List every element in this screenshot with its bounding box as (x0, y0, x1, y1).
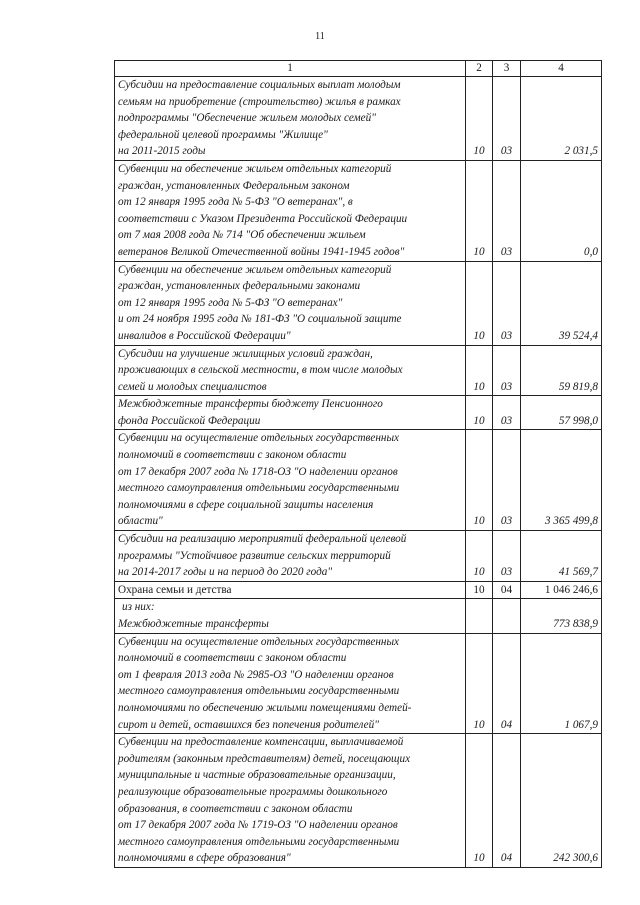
description-line: от 7 мая 2008 года № 714 "Об обеспечении жильем (118, 229, 366, 242)
description-line: Субвенции на осуществление отдельных государственных (118, 432, 400, 445)
description-line: полномочий в соответствии с законом области (118, 652, 347, 665)
description-line: граждан, установленных Федеральным законом (118, 179, 350, 192)
table-row (115, 430, 602, 531)
description-line: Субсидии на улучшение жилищных условий граждан, (118, 347, 373, 360)
description-line: полномочиями в сфере социальной защиты населения (118, 498, 374, 511)
description-line: муниципальные и частные образовательные организации, (118, 769, 396, 782)
header-col-2: 2 (466, 61, 493, 77)
description-line: полномочиями в сфере образования" (118, 852, 291, 865)
table-row (115, 531, 602, 582)
row-section-code: 10 (466, 77, 493, 161)
description-line: области" (118, 515, 163, 528)
description-line: полномочиями по обеспечению жилыми помещениями детей- (118, 701, 412, 714)
table-row (115, 396, 602, 430)
row-description (115, 77, 466, 161)
description-line: подпрограммы "Обеспечение жильем молодых семей" (118, 112, 376, 125)
description-line: полномочий в соответствии с законом области (118, 449, 347, 462)
header-col-4: 4 (521, 61, 602, 77)
description-line: фонда Российской Федерации (118, 414, 261, 427)
row-subsection-code: 03 (493, 396, 521, 430)
description-line: от 12 января 1995 года № 5-ФЗ "О ветеранах" (118, 296, 343, 309)
row-subsection-code (493, 599, 521, 633)
budget-table (114, 60, 602, 868)
row-section-code: 10 (466, 160, 493, 261)
description-line: сирот и детей, оставшихся без попечения родителей" (118, 718, 379, 731)
description-line: граждан, установленных федеральными законами (118, 280, 361, 293)
table-row (115, 581, 602, 599)
row-description (115, 599, 466, 633)
row-subsection-code: 04 (493, 581, 521, 599)
table-row (115, 261, 602, 345)
description-line: от 12 января 1995 года № 5-ФЗ "О ветеранах", в (118, 196, 353, 209)
row-subsection-code: 03 (493, 430, 521, 531)
description-line: местного самоуправления отдельными государственными (118, 482, 400, 495)
row-subsection-code: 04 (493, 734, 521, 868)
table-row (115, 345, 602, 396)
description-line: Межбюджетные трансферты бюджету Пенсионного (118, 398, 383, 411)
row-description (115, 734, 466, 868)
description-line: Субвенции на предоставление компенсации, выплачиваемой (118, 736, 404, 749)
row-subsection-code: 03 (493, 160, 521, 261)
description-line: инвалидов в Российской Федерации" (118, 329, 291, 342)
description-line: и от 24 ноября 1995 года № 181-ФЗ "О социальной защите (118, 313, 402, 326)
table-row (115, 160, 602, 261)
row-amount: 57 998,0 (521, 396, 602, 430)
description-line: семьям на приобретение (строительство) жилья в рамках (118, 95, 401, 108)
row-description (115, 345, 466, 396)
description-line: Субсидии на предоставление социальных выплат молодым (118, 79, 401, 91)
row-amount: 773 838,9 (521, 599, 602, 633)
row-amount: 242 300,6 (521, 734, 602, 868)
row-amount: 1 046 246,6 (521, 581, 602, 599)
row-amount: 59 819,8 (521, 345, 602, 396)
row-amount: 2 031,5 (521, 77, 602, 161)
description-line: проживающих в сельской местности, в том числе молодых (118, 364, 403, 377)
description-line: из них: (122, 601, 155, 614)
description-line: Субвенции на обеспечение жильем отдельных категорий (118, 162, 392, 175)
row-description (115, 430, 466, 531)
table-row (115, 734, 602, 868)
description-line: Субвенции на обеспечение жильем отдельных категорий (118, 263, 392, 276)
page-number: 11 (315, 31, 325, 42)
row-subsection-code: 04 (493, 633, 521, 734)
table-body (115, 77, 602, 868)
description-line: Субсидии на реализацию мероприятий федеральной целевой (118, 533, 407, 546)
row-section-code: 10 (466, 734, 493, 868)
description-line: соответствии с Указом Президента Российской Федерации (118, 212, 408, 225)
description-line: семей и молодых специалистов (118, 380, 267, 393)
description-line: на 2014-2017 годы и на период до 2020 года" (118, 566, 333, 579)
description-line: от 1 февраля 2013 года № 2985-ОЗ "О наделении органов (118, 668, 394, 681)
row-section-code: 10 (466, 430, 493, 531)
description-line: Межбюджетные трансферты (118, 618, 269, 630)
description-line: программы "Устойчивое развитие сельских территорий (118, 549, 391, 562)
description-line: реализующие образовательные программы дошкольного (118, 785, 388, 798)
description-line: ветеранов Великой Отечественной войны 1941-1945 годов" (118, 245, 405, 258)
description-line: федеральной целевой программы "Жилище" (118, 128, 328, 141)
description-line: местного самоуправления отдельными государственными (118, 835, 400, 848)
row-description (115, 396, 466, 430)
description-line: от 17 декабря 2007 года № 1719-ОЗ "О наделении органов (118, 819, 398, 832)
description-line: родителям (законным представителям) детей, посещающих (118, 752, 411, 765)
row-description (115, 633, 466, 734)
row-amount: 1 067,9 (521, 633, 602, 734)
row-amount: 39 524,4 (521, 261, 602, 345)
description-line: Субвенции на осуществление отдельных государственных (118, 635, 400, 648)
row-amount: 41 569,7 (521, 531, 602, 582)
row-section-code: 10 (466, 531, 493, 582)
table-row (115, 599, 602, 633)
row-description (115, 160, 466, 261)
row-subsection-code: 03 (493, 531, 521, 582)
row-amount: 0,0 (521, 160, 602, 261)
row-subsection-code: 03 (493, 261, 521, 345)
row-section-code: 10 (466, 396, 493, 430)
row-section-code (466, 599, 493, 633)
row-description (115, 581, 466, 599)
row-amount: 3 365 499,8 (521, 430, 602, 531)
description-line: на 2011-2015 годы (118, 145, 206, 158)
row-section-code: 10 (466, 345, 493, 396)
table-header-row (115, 61, 602, 77)
row-subsection-code: 03 (493, 77, 521, 161)
row-description (115, 261, 466, 345)
row-description (115, 531, 466, 582)
description-line: местного самоуправления отдельными государственными (118, 685, 400, 698)
row-subsection-code: 03 (493, 345, 521, 396)
header-col-3: 3 (493, 61, 521, 77)
description-line: Охрана семьи и детства (118, 583, 232, 596)
description-line: образования, в соответствии с законом области (118, 802, 353, 815)
header-col-1: 1 (115, 61, 466, 77)
row-section-code: 10 (466, 581, 493, 599)
row-section-code: 10 (466, 633, 493, 734)
row-section-code: 10 (466, 261, 493, 345)
table-row (115, 633, 602, 734)
description-line: от 17 декабря 2007 года № 1718-ОЗ "О наделении органов (118, 465, 398, 478)
table-row (115, 77, 602, 161)
